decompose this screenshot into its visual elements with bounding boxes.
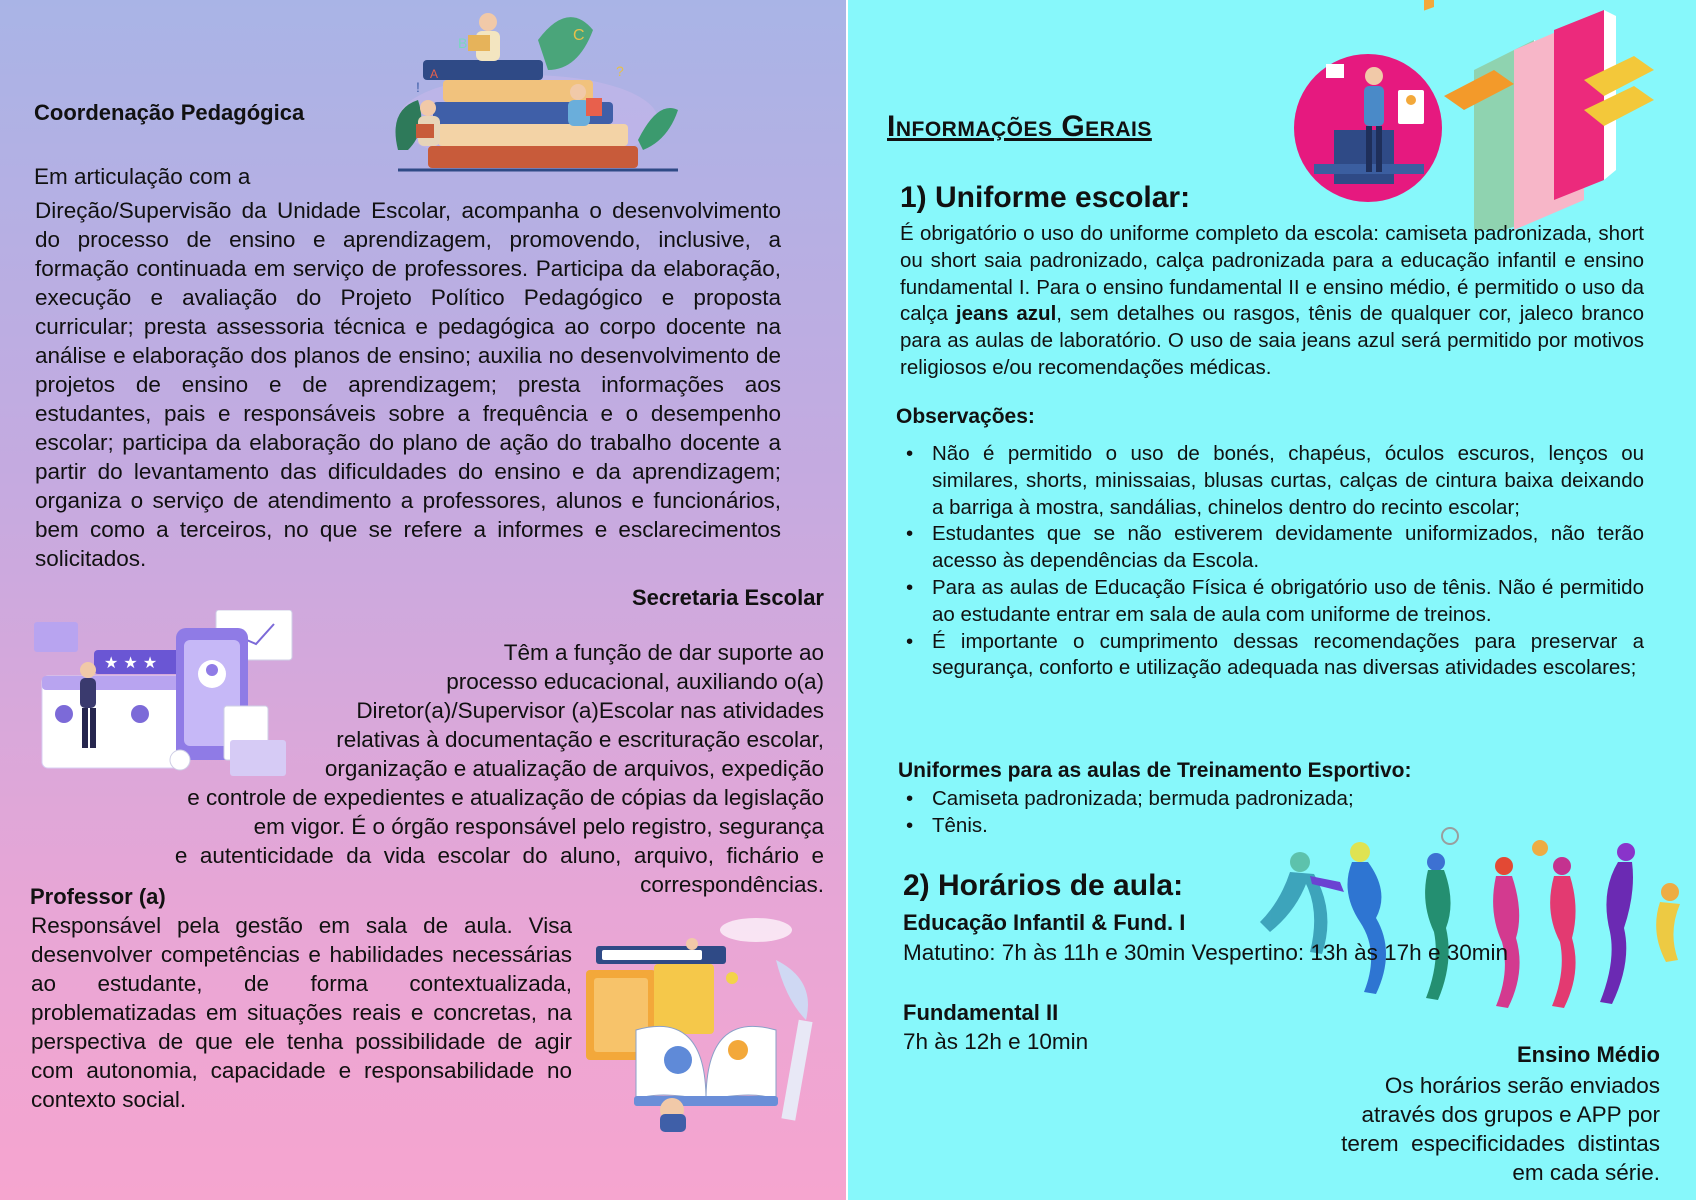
professor-body: Responsável pela gestão em sala de aula. Visa desenvolver competências e habilidades necessárias ao estudante, de forma contextualizada, problematizadas em situações reais e concretas, na perspectiva de que ele tenha possibilidade de agir com autonomia, capacidade e responsabilidade no contexto social. <box>31 913 572 1112</box>
medio-title: Ensino Médio <box>1517 1042 1660 1067</box>
letter-question: ? <box>616 63 624 79</box>
medio-line: através dos grupos e APP por <box>1361 1102 1660 1127</box>
professor-title: Professor (a) <box>30 884 166 909</box>
list-item: • Tênis. <box>900 813 1500 840</box>
secretaria-line: relativas à documentação e escrituração escolar, <box>336 727 824 752</box>
letter-a: A <box>430 67 439 81</box>
coordenacao-title: Coordenação Pedagógica <box>34 100 305 125</box>
list-item: • Para as aulas de Educação Física é obrigatório uso de tênis. Não é permitido ao estudante entrar em sala de aula com uniforme de treinos. <box>900 575 1644 629</box>
secretaria-title: Secretaria Escolar <box>631 585 824 610</box>
secretaria-line: organização e atualização de arquivos, expedição <box>324 756 824 781</box>
secretaria-line: correspondências. <box>640 872 824 897</box>
open-book-study-icon <box>576 900 836 1132</box>
svg-text:★ ★ ★: ★ ★ ★ <box>104 653 158 672</box>
uniforme-text-bold: jeans azul <box>955 302 1057 326</box>
list-item: • Não é permitido o uso de bonés, chapéus, óculos escuros, lenços ou similares, shorts, minissaias, blusas curtas, calças de cintura baixa deixando a barriga à mostra, sandálias, chinelos dentro do recinto escolar; <box>900 441 1644 521</box>
list-item: • É importante o cumprimento dessas recomendações para preservar a segurança, conforto e utilização adequada nas diversas atividades escolares; <box>900 629 1644 683</box>
infantil-title: Educação Infantil & Fund. I <box>903 910 1186 935</box>
letter-c: C <box>573 27 585 44</box>
infantil-text: Matutino: 7h às 11h e 30min Vespertino: 13h às 17h e 30min <box>903 940 1508 965</box>
letter-b: B <box>458 35 468 51</box>
medio-line: Os horários serão enviados <box>1384 1073 1660 1098</box>
general-info-title: Informações Gerais <box>887 110 1152 143</box>
secretaria-line: processo educacional, auxiliando o(a) <box>446 669 824 694</box>
secretaria-text <box>44 638 824 899</box>
uniforme-title: 1) Uniforme escolar: <box>900 181 1191 214</box>
uniforme-text-before: É obrigatório o uso do uniforme completo da escola: camiseta padronizada, short ou short saia padronizado, calça padronizada para a educação infantil e ensino fundamental I. Para o ensino fundamental II e ensino médio, é permitido o uso da calça <box>900 222 1644 326</box>
secretaria-line: em vigor. É o órgão responsável pelo registro, segurança <box>253 814 824 839</box>
secretaria-line: Têm a função de dar suporte ao <box>503 640 824 665</box>
left-panel <box>0 0 846 1200</box>
secretaria-line: Diretor(a)/Supervisor (a)Escolar nas atividades <box>356 698 824 723</box>
medio-line: terem especificidades distintas <box>1341 1131 1660 1156</box>
horarios-title: 2) Horários de aula: <box>903 869 1184 902</box>
observacoes-title: Observações: <box>896 405 1035 428</box>
treinamento-title: Uniformes para as aulas de Treinamento Esportivo: <box>898 759 1412 782</box>
medio-line: em cada série. <box>1512 1160 1660 1185</box>
secretaria-line: e controle de expedientes e atualização de cópias da legislação <box>187 785 824 810</box>
athletes-silhouettes-icon <box>1240 822 1696 1018</box>
fund2-text: 7h às 12h e 10min <box>903 1029 1089 1054</box>
uniforme-body <box>900 221 1644 382</box>
secretaria-line: e autenticidade da vida escolar do aluno, arquivo, fichário e <box>174 843 824 868</box>
observacoes-list <box>900 441 1644 682</box>
list-item: • Estudantes que se não estiverem devidamente uniformizados, não terão acesso às dependências da Escola. <box>900 521 1644 575</box>
letter-exclaim: ! <box>416 79 420 95</box>
list-item: • Camiseta padronizada; bermuda padronizada; <box>900 786 1500 813</box>
coordenacao-body: Direção/Supervisão da Unidade Escolar, acompanha o desenvolvimento do processo de ensino e aprendizagem, promovendo, inclusive, a formação continuada em serviço de professores. Participa da elaboração, execução e avaliação do Projeto Político Pedagógico e proposta curricular; presta assessoria técnica e pedagógica ao corpo docente na análise e elaboração dos planos de ensino; auxilia no desenvolvimento de projetos de ensino e de aprendizagem; presta informações aos estudantes, pais e responsáveis sobre a frequência e o desempenho escolar; participa da elaboração do plano de ação do trabalho docente a partir do levantamento das dificuldades do ensino e da aprendizagem; organiza o serviço de atendimento a professores, alunos e funcionários, bem como a terceiros, no que se refere a informes e esclarecimentos solicitados. <box>35 198 781 571</box>
medio-text <box>1300 1071 1660 1187</box>
fund2-title: Fundamental II <box>903 1000 1059 1025</box>
coordenacao-intro: Em articulação com a <box>34 164 251 189</box>
reading-books-icon <box>378 0 684 176</box>
teacher-books-icon <box>1294 0 1696 230</box>
uniforme-text-after: , sem detalhes ou rasgos, tênis de qualquer cor, jaleco branco para as aulas de laboratório. O uso de saia jeans azul será permitido por motivos religiosos e/ou recomendações médicas. <box>900 302 1644 379</box>
right-panel <box>848 0 1696 1200</box>
